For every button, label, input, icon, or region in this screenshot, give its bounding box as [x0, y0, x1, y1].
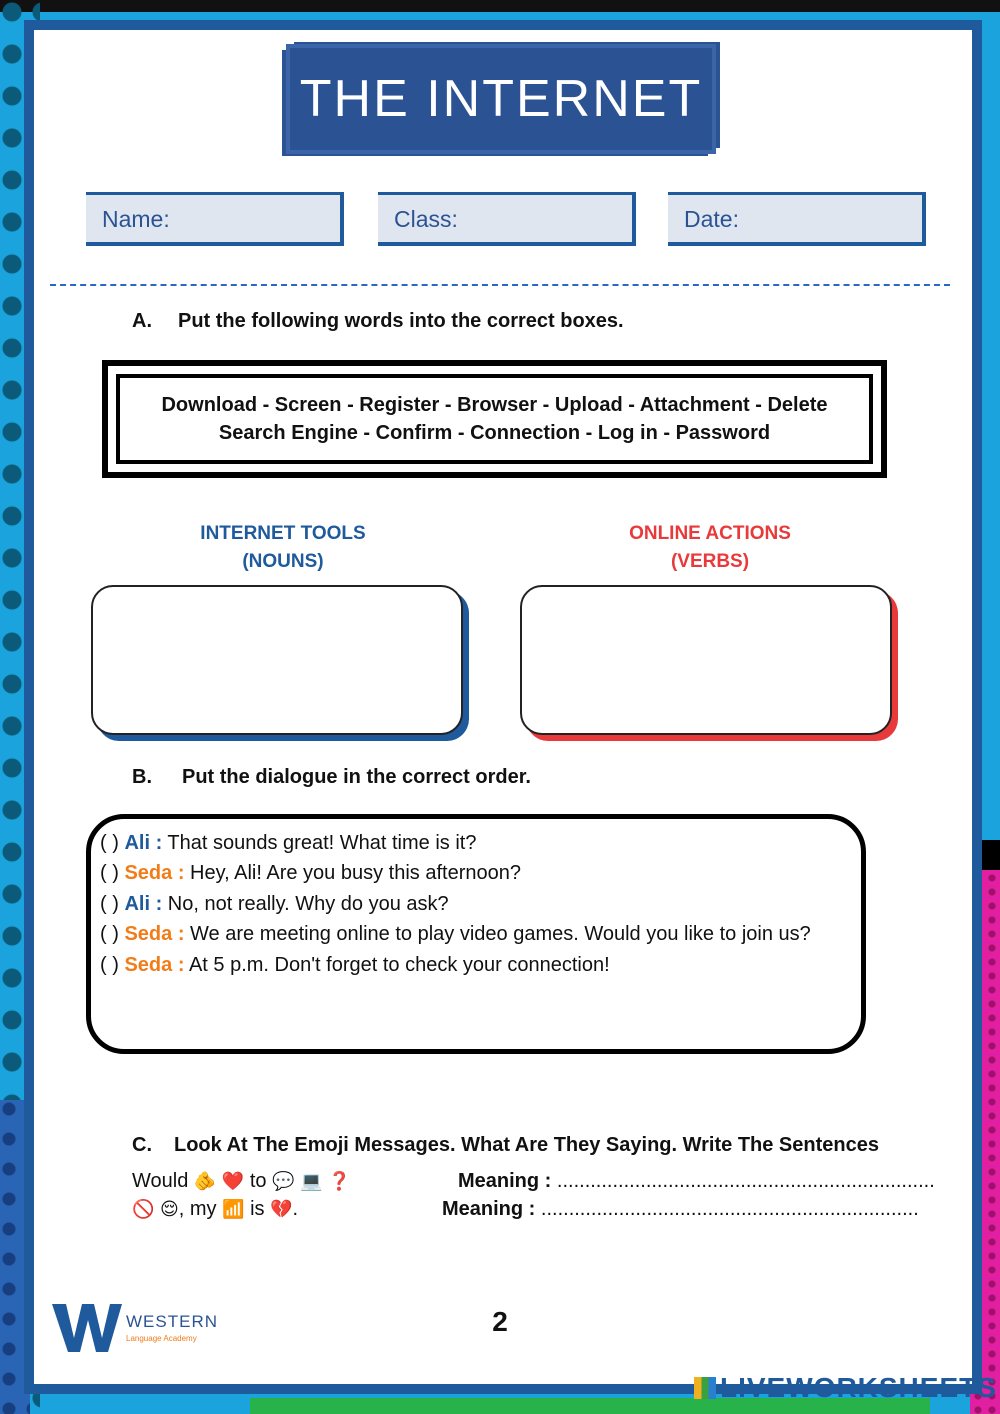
section-b-letter: B. [132, 766, 152, 788]
logo-name: WESTERN [126, 1312, 218, 1331]
section-c-instruction: Look At The Emoji Messages. What Are They Saying. Write The Sentences [174, 1134, 879, 1156]
word: , my [178, 1198, 217, 1220]
question-mark-icon: ❓ [328, 1171, 351, 1192]
order-bracket[interactable]: ( ) [100, 892, 119, 915]
laptop-icon: 💻 [300, 1171, 323, 1192]
name-field[interactable] [86, 192, 344, 246]
section-b-instruction: Put the dialogue in the correct order. [182, 766, 531, 788]
speaker-name: Ali : [124, 892, 163, 915]
word: to [249, 1170, 267, 1192]
class-label: Class: [394, 206, 458, 232]
answer-blank[interactable]: .................................................................... [556, 1170, 935, 1192]
verbs-subtitle: (VERBS) [670, 551, 750, 572]
order-bracket[interactable]: ( ) [100, 862, 119, 885]
date-field[interactable] [668, 192, 926, 246]
dialogue-text: No, not really. Why do you ask? [162, 892, 449, 915]
meaning-2[interactable] [442, 1198, 919, 1221]
section-a-letter: A. [132, 310, 152, 332]
section-b-heading [132, 766, 531, 789]
dialogue-line [100, 950, 865, 980]
liveworksheets-icon [694, 1377, 716, 1399]
logo-tagline: Language Academy [126, 1334, 197, 1343]
speaker-name: Seda : [124, 923, 185, 946]
word-bank-line-2: Search Engine - Confirm - Connection - Log in - Password [218, 422, 771, 444]
top-bar [0, 0, 1000, 12]
meaning-1[interactable] [458, 1170, 935, 1193]
page-number: 2 [492, 1306, 508, 1337]
verbs-heading [560, 520, 860, 576]
dialogue-line [100, 858, 865, 888]
answer-blank[interactable]: .................................................................... [540, 1198, 919, 1220]
relieved-face-icon: 😌 [159, 1199, 179, 1220]
nouns-answer-box[interactable] [91, 585, 463, 735]
emoji-message-2 [132, 1198, 298, 1221]
nouns-subtitle: (NOUNS) [242, 551, 324, 572]
dialogue-text: We are meeting online to play video games. Would you like to join us? [184, 923, 811, 946]
dialogue-line [100, 828, 865, 858]
speaker-name: Seda : [124, 862, 185, 885]
broken-heart-icon: 💔 [270, 1199, 293, 1220]
dialogue-text: That sounds great! What time is it? [162, 832, 477, 854]
dialogue-text: Hey, Ali! Are you busy this afternoon? [184, 862, 521, 885]
dialogue-lines [100, 828, 865, 980]
section-c-heading [132, 1134, 879, 1157]
order-bracket[interactable]: ( ) [100, 953, 119, 976]
word-bank-line-1: Download - Screen - Register - Browser - Upload - Attachment - Delete [161, 394, 828, 416]
pointing-finger-icon: 🫵 [193, 1171, 217, 1192]
speech-bubble-icon: 💬 [272, 1171, 295, 1192]
prohibited-icon: 🚫 [132, 1199, 155, 1220]
verbs-answer-box[interactable] [520, 585, 892, 735]
speaker-name: Ali : [124, 832, 163, 854]
dialogue-line [100, 889, 865, 919]
nouns-title: INTERNET TOOLS [200, 523, 366, 544]
emoji-message-1 [132, 1170, 351, 1193]
watermark-text: LIVEWORKSHEETS [720, 1372, 997, 1403]
page-title: THE INTERNET [299, 70, 703, 128]
date-label: Date: [684, 206, 739, 232]
dialogue-text: At 5 p.m. Don't forget to check your connection! [184, 953, 610, 976]
signal-bars-icon: 📶 [222, 1199, 245, 1220]
speaker-name: Seda : [124, 953, 185, 976]
dialogue-line [100, 919, 865, 949]
name-label: Name: [102, 206, 170, 232]
section-a-heading [132, 310, 624, 333]
word-bank-box [102, 360, 887, 478]
word: . [292, 1198, 299, 1220]
section-c-letter: C. [132, 1134, 152, 1156]
section-a-instruction: Put the following words into the correct boxes. [178, 310, 624, 332]
word: is [250, 1198, 265, 1220]
class-field[interactable] [378, 192, 636, 246]
verbs-title: ONLINE ACTIONS [629, 523, 791, 544]
heart-icon: ❤️ [221, 1171, 245, 1192]
liveworksheets-watermark [694, 1372, 997, 1404]
w-logo-icon [52, 1302, 122, 1354]
word: Would [132, 1170, 189, 1192]
word-bank [116, 374, 873, 464]
title-banner [290, 48, 712, 150]
nouns-heading [133, 520, 433, 576]
order-bracket[interactable]: ( ) [100, 832, 119, 854]
order-bracket[interactable]: ( ) [100, 923, 119, 946]
meaning-label: Meaning : [458, 1170, 552, 1192]
meaning-label: Meaning : [442, 1198, 536, 1220]
dashed-divider [50, 284, 950, 286]
